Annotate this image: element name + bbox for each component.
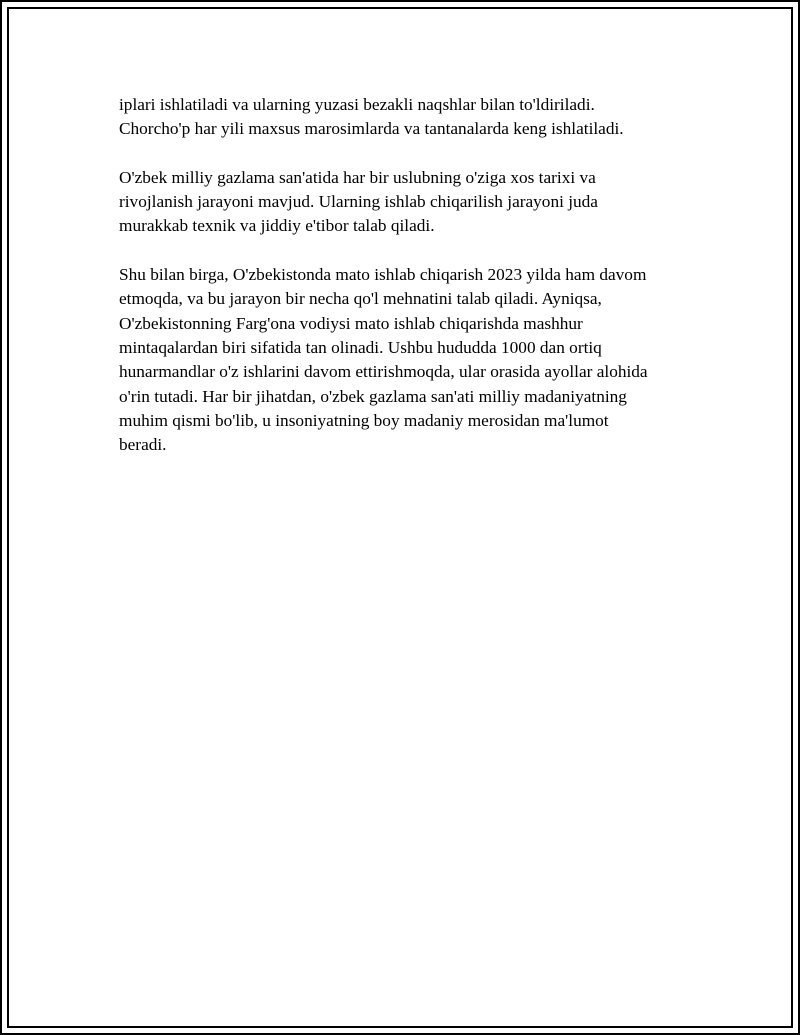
paragraph-1 bbox=[119, 93, 699, 142]
text-line: etmoqda, va bu jarayon bir necha qo'l mehnatini talab qiladi. Ayniqsa, bbox=[119, 289, 602, 309]
text-line: O'zbekistonning Farg'ona vodiysi mato ishlab chiqarishda mashhur bbox=[119, 313, 583, 333]
paragraph-3 bbox=[119, 263, 699, 457]
text-line: muhim qismi bo'lib, u insoniyatning boy madaniy merosidan ma'lumot bbox=[119, 410, 609, 430]
text-line: iplari ishlatiladi va ularning yuzasi bezakli naqshlar bilan to'ldiriladi. bbox=[119, 95, 595, 114]
text-line: rivojlanish jarayoni mavjud. Ularning ishlab chiqarilish jarayoni juda bbox=[119, 192, 598, 212]
text-line: hunarmandlar o'z ishlarini davom ettirishmoqda, ular orasida ayollar alohida bbox=[119, 362, 648, 382]
text-line: murakkab texnik va jiddiy e'tibor talab qiladi. bbox=[119, 216, 435, 236]
document-body bbox=[119, 93, 699, 482]
text-line: o'rin tutadi. Har bir jihatdan, o'zbek gazlama san'ati milliy madaniyatning bbox=[119, 386, 627, 406]
text-line: mintaqalardan biri sifatida tan olinadi. Ushbu hududda 1000 dan ortiq bbox=[119, 337, 602, 357]
text-line: Shu bilan birga, O'zbekistonda mato ishlab chiqarish 2023 yilda ham davom bbox=[119, 265, 647, 285]
text-line: Chorcho'p har yili maxsus marosimlarda va tantanalarda keng ishlatiladi. bbox=[119, 119, 624, 139]
text-line: O'zbek milliy gazlama san'atida har bir uslubning o'ziga xos tarixi va bbox=[119, 167, 596, 187]
paragraph-2 bbox=[119, 166, 699, 239]
text-line: beradi. bbox=[119, 435, 167, 455]
